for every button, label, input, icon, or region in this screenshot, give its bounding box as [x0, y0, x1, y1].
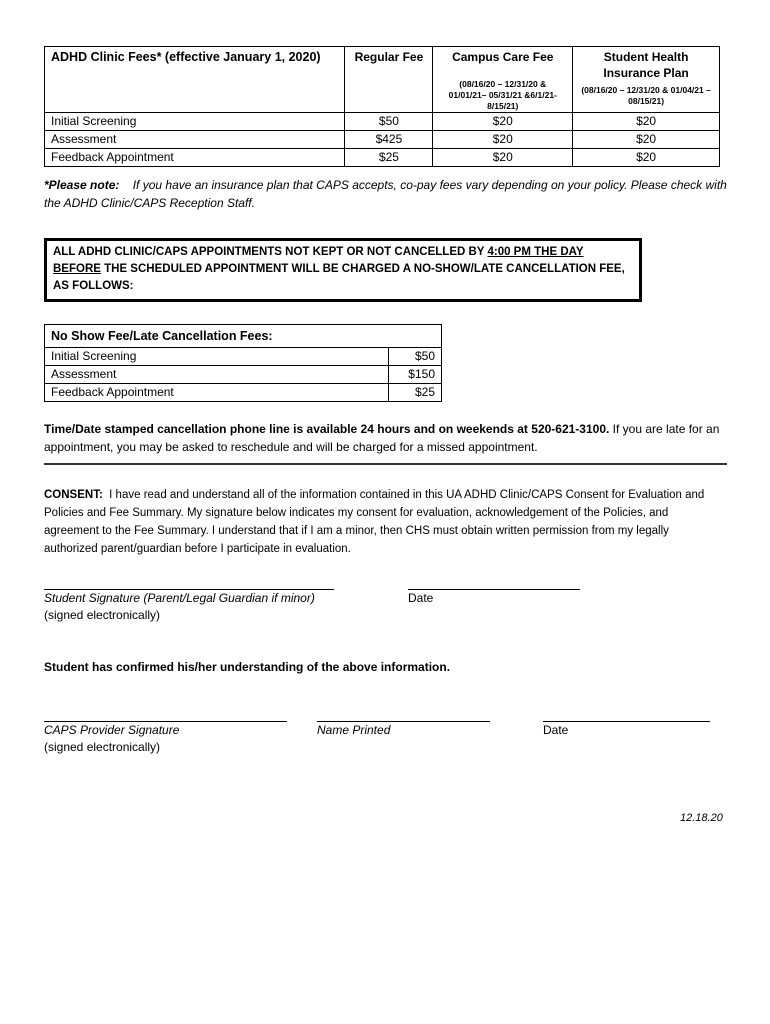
noshow-header [45, 325, 442, 348]
note-label: *Please note: [44, 178, 120, 192]
fee-shi: $20 [573, 131, 720, 149]
phone-text: If you are late for an appointment, you may be asked to reschedule and will be charged for a missed appointment. [44, 422, 720, 454]
fee-service: Initial Screening [45, 113, 345, 131]
noshow-fee-table [44, 324, 442, 402]
warning-part1: ALL ADHD CLINIC/CAPS APPOINTMENTS NOT KEPT OR NOT CANCELLED BY [53, 246, 488, 258]
shi-dates: (08/16/20 – 12/31/20 & 01/04/21 – 08/15/21) [581, 85, 711, 106]
fee-shi: $20 [573, 113, 720, 131]
student-date-label: Date [408, 591, 434, 605]
student-signed-electronically: (signed electronically) [44, 608, 161, 622]
table-row [45, 113, 720, 131]
fee-header-shi [573, 47, 720, 113]
fee-service: Feedback Appointment [45, 149, 345, 167]
fee-header-campus [433, 47, 573, 113]
fee-table-header [45, 47, 720, 113]
warning-part2: THE SCHEDULED APPOINTMENT WILL BE CHARGED A NO-SHOW/LATE CANCELLATION FEE, AS FOLLOWS: [53, 263, 625, 292]
fee-regular: $425 [345, 131, 433, 149]
version-date: 12.18.20 [680, 812, 723, 824]
table-row [45, 131, 720, 149]
fee-campus: $20 [433, 149, 573, 167]
provider-signature-label: CAPS Provider Signature [44, 723, 180, 737]
noshow-title: No Show Fee/Late Cancellation Fees: [45, 325, 442, 348]
fee-regular: $25 [345, 149, 433, 167]
phone-bold: Time/Date stamped cancellation phone line is available 24 hours and on weekends at 520-621-3100. [44, 422, 610, 436]
student-signature-label: Student Signature (Parent/Legal Guardian if minor) [44, 591, 315, 605]
noshow-amount: $25 [389, 384, 442, 402]
warning-underline-1: 4:00 PM THE DAY [487, 246, 584, 258]
noshow-label: Feedback Appointment [45, 384, 389, 402]
noshow-label: Assessment [45, 366, 389, 384]
table-row [45, 149, 720, 167]
fee-campus: $20 [433, 131, 573, 149]
provider-date-label: Date [543, 723, 569, 737]
fee-table [44, 46, 720, 167]
fee-header-service: ADHD Clinic Fees* (effective January 1, 2020) [45, 47, 345, 113]
noshow-amount: $50 [389, 348, 442, 366]
warning-underline-2: BEFORE [53, 263, 101, 275]
name-printed-label: Name Printed [317, 723, 391, 737]
noshow-label: Initial Screening [45, 348, 389, 366]
shi-label: Student Health Insurance Plan [603, 50, 689, 80]
consent-text: I have read and understand all of the information contained in this UA ADHD Clinic/CAPS Consent for Evaluation and Policies and Fee Summary. My signature below indicates my consent for evaluation, acknowledgement of the Policies, and agreement to the Fee Summary. I understand that if I am a minor, then CHS must obtain written permission from my legally authorized parent/guardian before I participate in evaluation. [44, 489, 705, 555]
fee-shi: $20 [573, 149, 720, 167]
cancellation-warning [44, 238, 642, 302]
fee-campus: $20 [433, 113, 573, 131]
consent-label: CONSENT: [44, 489, 103, 501]
campus-label: Campus Care Fee [452, 50, 554, 64]
student-date-line[interactable] [408, 589, 580, 590]
section-divider [44, 463, 727, 465]
fee-header-regular: Regular Fee [345, 47, 433, 113]
table-row [45, 348, 442, 366]
consent-paragraph [44, 486, 724, 558]
phone-notice [44, 420, 734, 456]
provider-signed-electronically: (signed electronically) [44, 740, 161, 754]
table-row [45, 384, 442, 402]
confirmation-statement: Student has confirmed his/her understanding of the above information. [44, 660, 451, 674]
fee-regular: $50 [345, 113, 433, 131]
insurance-note [44, 176, 734, 212]
note-text: If you have an insurance plan that CAPS accepts, co-pay fees vary depending on your policy. Please check with the ADHD Clinic/CAPS Reception Staff. [44, 178, 727, 210]
noshow-amount: $150 [389, 366, 442, 384]
campus-dates: (08/16/20 – 12/31/20 & 01/01/21– 05/31/21 &6/1/21-8/15/21) [448, 79, 557, 111]
fee-service: Assessment [45, 131, 345, 149]
table-row [45, 366, 442, 384]
